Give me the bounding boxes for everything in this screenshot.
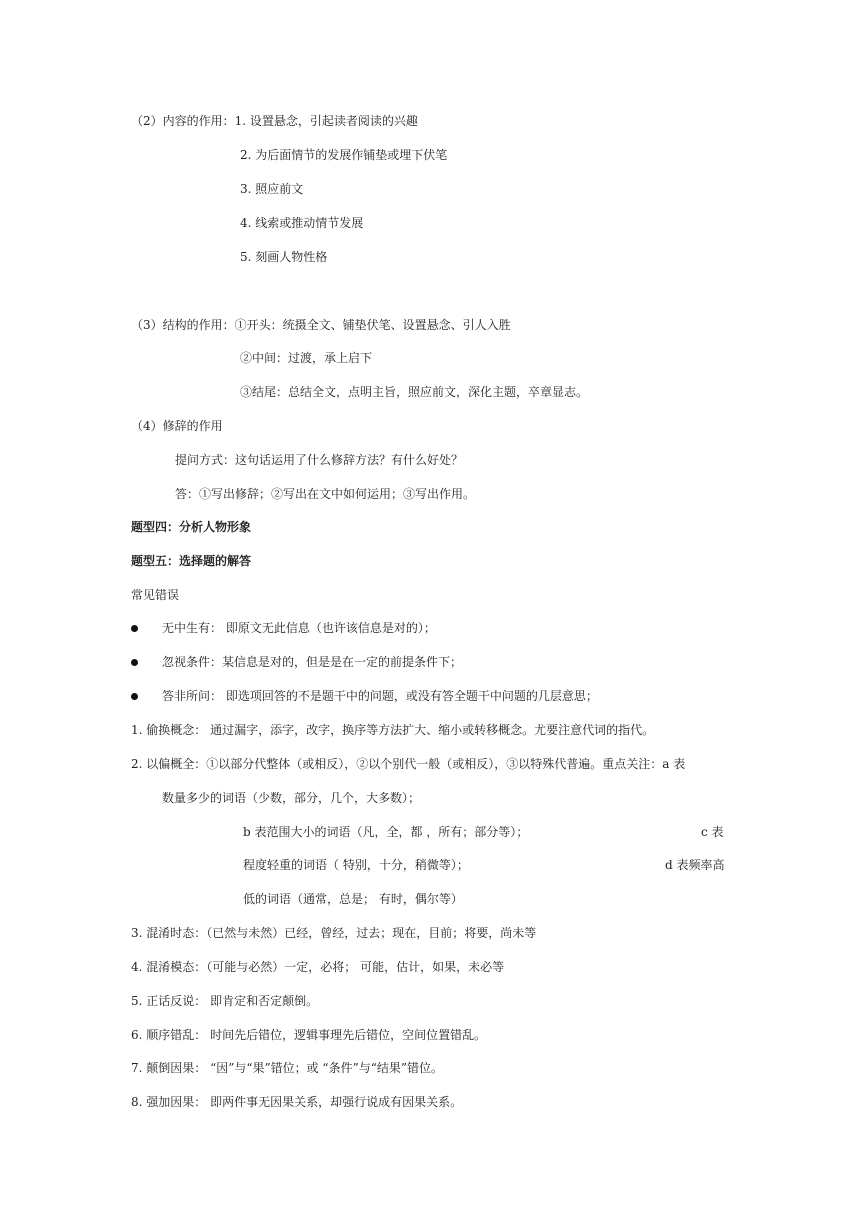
numbered-item-2-cont-3: 程度轻重的词语（ 特别，十分，稍微等）； [243,858,469,872]
numbered-item-7: 7. 颠倒因果： “因”与“果”错位；或 “条件”与“结果”错位。 [131,1061,443,1075]
content-item-4: 4. 线索或推动情节发展 [240,216,364,230]
numbered-item-3: 3. 混淆时态：（已然与未然）已经，曾经，过去；现在，目前；将要，尚未等 [131,926,537,940]
common-errors-label: 常见错误 [131,588,180,602]
numbered-item-2-cont-2: b 表范围大小的词语（凡，全，都 ，所有；部分等）； [243,825,529,839]
numbered-item-2-cont-1: 数量多少的词语（少数，部分，几个，大多数）； [162,791,421,805]
section-content-heading: （2）内容的作用：1. 设置悬念，引起读者阅读的兴趣 [131,114,418,128]
bullet-item-1: 无中生有： 即原文无此信息（也许该信息是对的）； [162,621,436,635]
heading-type-four: 题型四：分析人物形象 [131,520,252,534]
numbered-item-2-cont-2-end: c 表 [701,825,724,839]
numbered-item-6: 6. 顺序错乱： 时间先后错位，逻辑事理先后错位，空间位置错乱。 [131,1028,487,1042]
numbered-item-8: 8. 强加因果： 即两件事无因果关系，却强行说成有因果关系。 [131,1095,463,1109]
content-item-5: 5. 刻画人物性格 [240,250,328,264]
structure-item-3: ③结尾：总结全文，点明主旨，照应前文，深化主题，卒章显志。 [240,385,589,399]
rhetoric-question: 提问方式：这句话运用了什么修辞方法？有什么好处？ [175,453,464,467]
numbered-item-1: 1. 偷换概念： 通过漏字，添字，改字，换序等方法扩大、缩小或转移概念。尤要注意代词的指代。 [131,723,655,737]
numbered-item-2-cont-3-end: d 表频率高 [665,858,725,872]
structure-item-2: ②中间：过渡，承上启下 [240,351,373,365]
bullet-icon [131,659,138,666]
numbered-item-4: 4. 混淆模态：（可能与必然）一定，必将； 可能，估计，如果，未必等 [131,960,505,974]
section-rhetoric-heading: （4）修辞的作用 [131,419,223,433]
bullet-icon [131,693,138,700]
bullet-item-3: 答非所问： 即选项回答的不是题干中的问题，或没有答全题干中问题的几层意思； [162,689,598,703]
content-item-3: 3. 照应前文 [240,182,304,196]
section-structure-heading: （3）结构的作用：①开头：统摄全文、铺垫伏笔、设置悬念、引人入胜 [131,318,511,332]
numbered-item-2-cont-4: 低的词语（通常，总是； 有时，偶尔等） [243,892,463,906]
rhetoric-answer: 答：①写出修辞；②写出在文中如何运用；③写出作用。 [175,487,476,501]
content-item-2: 2. 为后面情节的发展作铺垫或埋下伏笔 [240,148,448,162]
numbered-item-5: 5. 正话反说： 即肯定和否定颠倒。 [131,994,319,1008]
bullet-icon [131,625,138,632]
numbered-item-2: 2. 以偏概全：①以部分代整体（或相反），②以个别代一般（或相反），③以特殊代普遍。重点关注：a 表 [131,757,686,771]
heading-type-five: 题型五：选择题的解答 [131,554,252,568]
bullet-item-2: 忽视条件：某信息是对的，但是是在一定的前提条件下； [162,655,463,669]
